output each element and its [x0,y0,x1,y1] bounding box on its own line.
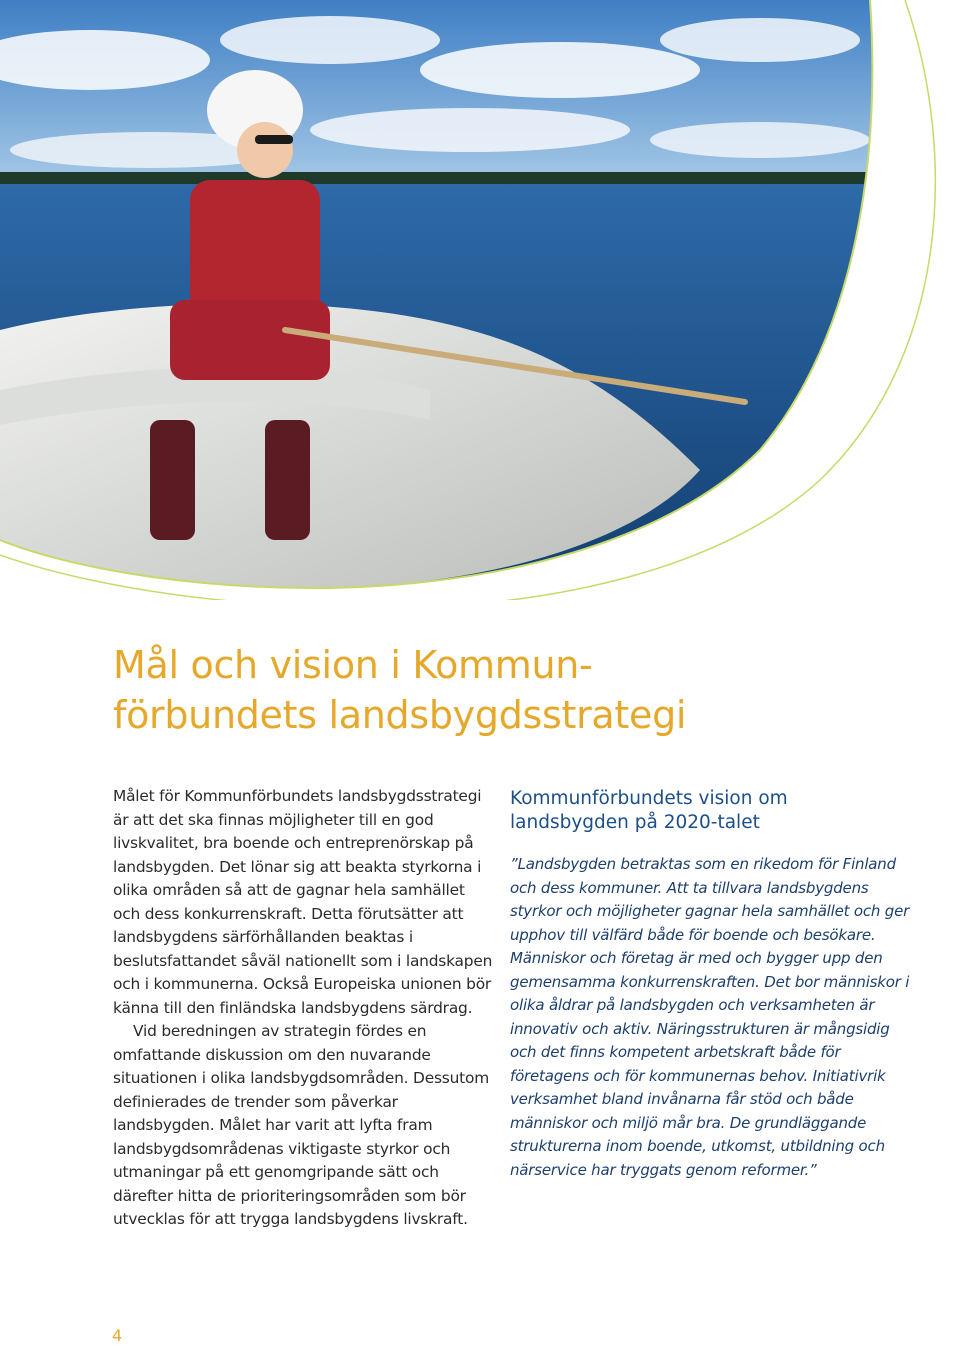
vision-heading: Kommunförbundets vision om landsbygden på 2020-talet [510,788,788,833]
page-number: 4 [112,1326,123,1345]
body-paragraph-2: Vid beredningen av strategin fördes en omfattande diskussion om den nuvarande situationen i olika landsbygdsområden. Dessutom definierades de trender som påverkar landsbygden. Målet har varit att lyfta fram landsbygdsområdenas viktigaste styrkor och utmaningar på ett genomgripande sätt och därefter hitta de prioriteringsområden som bör utvecklas för att trygga landsbygdens livskraft. [113,1022,489,1228]
page-title-line2: förbundets landsbygdsstrategi [113,693,687,737]
cover-photo [0,0,960,600]
vision-box [510,787,910,1182]
vision-quote: ”Landsbygden betraktas som en rikedom för Finland och dess kommuner. Att ta tillvara landsbygdens styrkor och möjligheter gagnar hela samhället och ger upphov till välfärd både för boende och besökare. Människor och företag är med och bygger upp den gemensamma konkurrenskraften. Det bor människor i olika åldrar på landsbygden och verksamheten är innovativ och aktiv. Näringsstrukturen är mångsidig och det finns kompetent arbetskraft både för företagens och för kommunernas behov. Initiativrik verksamhet bland invånarna får stöd och både människor och miljö mår bra. De grundläggande strukturerna inom boende, utkomst, utbildning och närservice har tryggats genom reformer.” [510,855,910,1179]
page-title [113,640,913,740]
page-title-line1: Mål och vision i Kommun- [113,643,593,687]
body-paragraph-1: Målet för Kommunförbundets landsbygdsstrategi är att det ska finnas möjligheter till en god livskvalitet, bra boende och entreprenörskap på landsbygden. Det lönar sig att beakta styrkorna i olika områden så att de gagnar hela samhället och dess konkurrenskraft. Detta förutsätter att landsbygdens särförhållanden beaktas i beslutsfattandet såväl nationellt som i landskapen och i kommunerna. Också Europeiska unionen bör känna till den finländska landsbygdens särdrag. [113,787,493,1017]
body-text-column [113,785,493,1232]
photo-child-in-boat [0,0,960,600]
